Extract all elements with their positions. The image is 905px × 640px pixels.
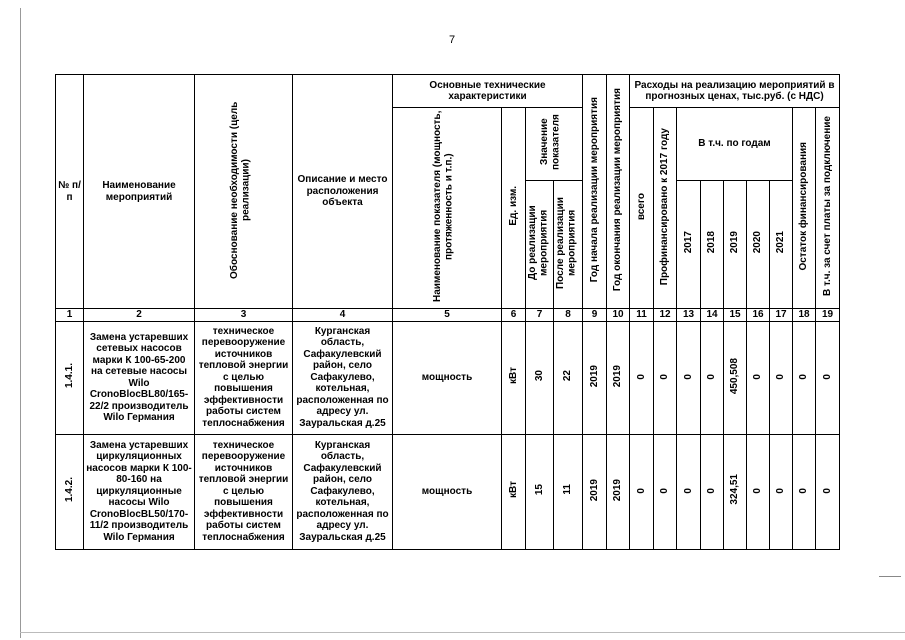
- header-remainder: Остаток финансирования: [793, 108, 816, 309]
- column-number: 12: [654, 309, 677, 322]
- row-2017: 0: [677, 434, 701, 549]
- row-name: Замена устаревших сетевых насосов марки К 100-65-200 на сетевые насосы Wilo CronoBlocBL80/165-22/2 производитель Wilo Германия: [84, 321, 195, 434]
- header-by-years: В т.ч. по годам: [677, 108, 793, 181]
- table-row: [56, 321, 840, 434]
- header-name: Наименование мероприятий: [84, 75, 195, 309]
- table-row: [56, 434, 840, 549]
- column-number: 4: [293, 309, 393, 322]
- header-unit: Ед. изм.: [502, 108, 526, 309]
- column-number: 10: [607, 309, 630, 322]
- activities-table: [55, 74, 840, 550]
- row-unit: кВт: [502, 434, 526, 549]
- row-description: Курганская область, Сафакулевский район, село Сафакулево, котельная, расположенная по адресу ул. Зауральская д.25: [293, 434, 393, 549]
- header-year-end: Год окончания реализации мероприятия: [607, 75, 630, 309]
- row-justification: техническое перевооружение источников тепловой энергии с целью повышения эффективности работы систем теплоснабжения: [195, 321, 293, 434]
- header-tech-group: Основные технические характеристики: [393, 75, 583, 108]
- row-year-start: 2019: [583, 321, 607, 434]
- page-edge-line: [20, 8, 21, 638]
- column-number: 3: [195, 309, 293, 322]
- header-value-group: Значение показателя: [526, 108, 583, 181]
- column-number: 11: [630, 309, 654, 322]
- column-number: 17: [770, 309, 793, 322]
- header-indicator-name: Наименование показателя (мощность, протяженность и т.п.): [393, 108, 502, 309]
- margin-dash: [879, 576, 901, 577]
- row-connection-fee: 0: [816, 434, 840, 549]
- row-description: Курганская область, Сафакулевский район, село Сафакулево, котельная, расположенная по адресу ул. Зауральская д.25: [293, 321, 393, 434]
- row-after: 11: [554, 434, 583, 549]
- column-number: 13: [677, 309, 701, 322]
- row-2018: 0: [701, 434, 724, 549]
- row-indicator: мощность: [393, 321, 502, 434]
- header-financed: Профинансировано к 2017 году: [654, 108, 677, 309]
- column-number: 15: [724, 309, 747, 322]
- header-after: После реализации мероприятия: [554, 180, 583, 309]
- row-num: 1.4.1.: [56, 321, 84, 434]
- row-financed: 0: [654, 321, 677, 434]
- header-total: всего: [630, 108, 654, 309]
- row-2019: 324,51: [724, 434, 747, 549]
- header-before: До реализации мероприятия: [526, 180, 554, 309]
- row-year-start: 2019: [583, 434, 607, 549]
- column-number: 8: [554, 309, 583, 322]
- page-bottom-line: [20, 632, 905, 633]
- header-expenses-group: Расходы на реализацию мероприятий в прогнозных ценах, тыс.руб. (с НДС): [630, 75, 840, 108]
- row-2018: 0: [701, 321, 724, 434]
- header-2017: 2017: [677, 180, 701, 309]
- row-name: Замена устаревших циркуляционных насосов марки К 100-80-160 на циркуляционные насосы Wilo CronoBlocBL50/170-11/2 производитель Wilo Германия: [84, 434, 195, 549]
- column-number-row: [56, 309, 840, 322]
- row-remainder: 0: [793, 321, 816, 434]
- column-number: 2: [84, 309, 195, 322]
- column-number: 9: [583, 309, 607, 322]
- row-year-end: 2019: [607, 434, 630, 549]
- header-year-start: Год начала реализации мероприятия: [583, 75, 607, 309]
- row-indicator: мощность: [393, 434, 502, 549]
- row-total: 0: [630, 321, 654, 434]
- header-justification: Обоснование необходимости (цель реализации): [195, 75, 293, 309]
- header-2018: 2018: [701, 180, 724, 309]
- row-total: 0: [630, 434, 654, 549]
- row-2019: 450,508: [724, 321, 747, 434]
- column-number: 19: [816, 309, 840, 322]
- row-2020: 0: [747, 434, 770, 549]
- row-2020: 0: [747, 321, 770, 434]
- header-num: № п/п: [56, 75, 84, 309]
- row-unit: кВт: [502, 321, 526, 434]
- row-2021: 0: [770, 321, 793, 434]
- row-num: 1.4.2.: [56, 434, 84, 549]
- column-number: 1: [56, 309, 84, 322]
- header-connection-fee: В т.ч. за счет платы за подключение: [816, 108, 840, 309]
- header-2021: 2021: [770, 180, 793, 309]
- row-remainder: 0: [793, 434, 816, 549]
- column-number: 14: [701, 309, 724, 322]
- column-number: 7: [526, 309, 554, 322]
- column-number: 5: [393, 309, 502, 322]
- row-after: 22: [554, 321, 583, 434]
- header-2019: 2019: [724, 180, 747, 309]
- row-before: 15: [526, 434, 554, 549]
- column-number: 6: [502, 309, 526, 322]
- page-number: 7: [449, 34, 456, 46]
- row-before: 30: [526, 321, 554, 434]
- column-number: 16: [747, 309, 770, 322]
- row-connection-fee: 0: [816, 321, 840, 434]
- row-justification: техническое перевооружение источников тепловой энергии с целью повышения эффективности работы систем теплоснабжения: [195, 434, 293, 549]
- header-description: Описание и место расположения объекта: [293, 75, 393, 309]
- row-2017: 0: [677, 321, 701, 434]
- row-2021: 0: [770, 434, 793, 549]
- row-year-end: 2019: [607, 321, 630, 434]
- column-number: 18: [793, 309, 816, 322]
- header-2020: 2020: [747, 180, 770, 309]
- row-financed: 0: [654, 434, 677, 549]
